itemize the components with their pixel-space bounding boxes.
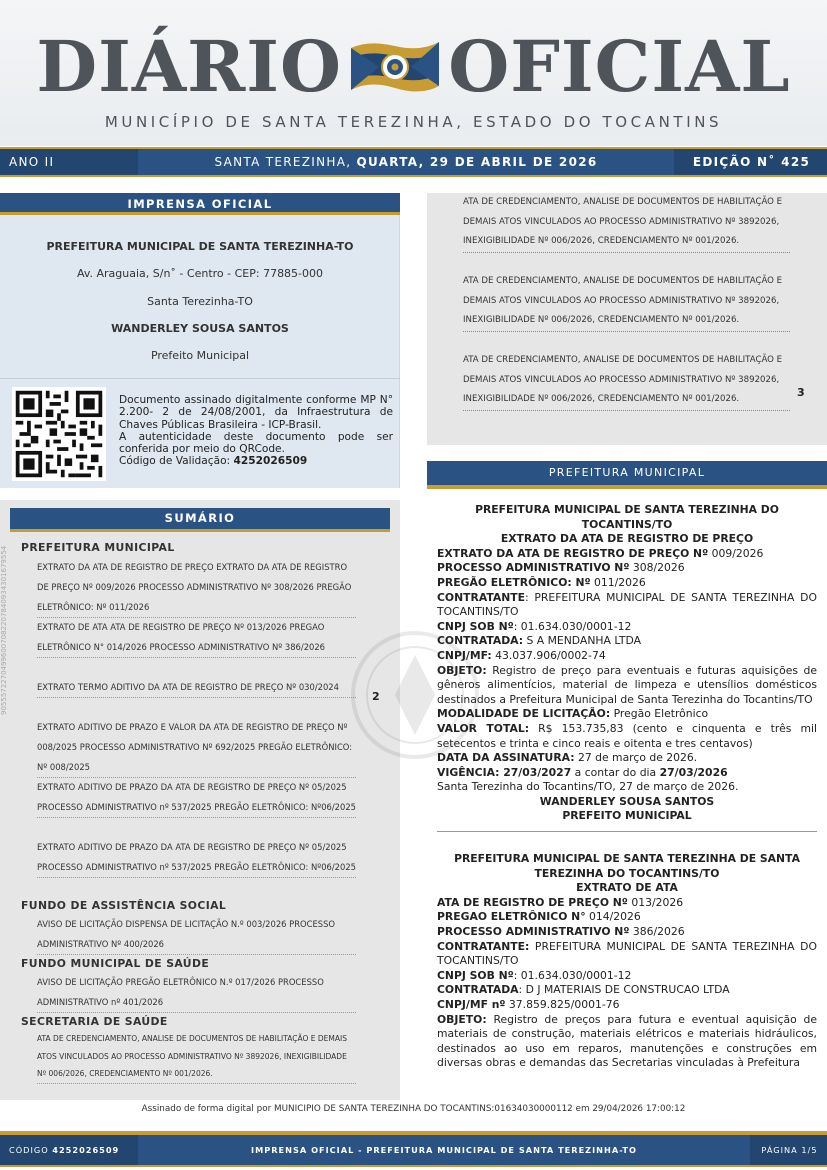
qr-code-icon[interactable] bbox=[12, 387, 106, 481]
index-continuation bbox=[427, 193, 827, 445]
signature-notice-line1: Documento assinado digitalmente conforme MP N° 2.200- 2 de 24/08/2001, da Infraestrutura de Chaves Públicas Brasileira - ICP-Brasil. bbox=[119, 394, 393, 431]
summary-category: FUNDO MUNICIPAL DE SAÚDE bbox=[21, 957, 210, 970]
date-label bbox=[138, 149, 674, 175]
doc1-place-date: Santa Terezinha do Tocantins/TO, 27 de março de 2026. bbox=[437, 780, 739, 794]
doc2-heading: PREFEITURA MUNICIPAL DE SANTA TEREZINHA DE SANTA TEREZINHA DO TOCANTINS/TO bbox=[454, 852, 800, 880]
doc2-field: ATA DE REGISTRO DE PREÇO Nº 013/2026 bbox=[437, 895, 684, 909]
city-name: SANTA TEREZINHA, bbox=[214, 155, 357, 169]
summary-page-number: 2 bbox=[372, 690, 380, 703]
masthead bbox=[0, 0, 827, 146]
doc1-field: VALOR TOTAL: R$ 153.735,83 (cento e cinquenta e três mil setecentos e trinta e cinco reais e oitenta e tres centavos) bbox=[437, 721, 817, 750]
summary-item[interactable]: EXTRATO DA ATA DE REGISTRO DE PREÇO EXTRATO DA ATA DE REGISTRO DE PREÇO Nº 009/2026 PROCESSO ADMINISTRATIVO Nº 308/2026 PREGÃO ELETRÔNICO: Nº 011/2026 bbox=[37, 557, 356, 618]
validation-code: 4252026509 bbox=[233, 455, 308, 468]
divider bbox=[0, 378, 400, 379]
doc1-signatory-title: PREFEITO MUNICIPAL bbox=[562, 809, 692, 823]
prefeitura-heading: PREFEITURA MUNICIPAL bbox=[427, 461, 827, 489]
title-right-word: OFICIAL bbox=[448, 25, 791, 108]
year-label: ANO II bbox=[9, 155, 55, 169]
summary-category: PREFEITURA MUNICIPAL bbox=[21, 541, 175, 554]
mayor-name: WANDERLEY SOUSA SANTOS bbox=[111, 322, 289, 335]
doc1-field: DATA DA ASSINATURA: 27 de março de 2026. bbox=[437, 751, 698, 765]
org-address: Av. Araguaia, S/n˚ - Centro - CEP: 77885-000 bbox=[76, 267, 324, 280]
index-page-number: 3 bbox=[797, 386, 805, 399]
doc1-field: CNPJ SOB Nº: 01.634.030/0001-12 bbox=[437, 619, 632, 633]
summary-category: FUNDO DE ASSISTÊNCIA SOCIAL bbox=[21, 899, 227, 912]
digital-signature-line: Assinado de forma digital por MUNICIPIO DE SANTA TEREZINHA DO TOCANTINS:01634030000112 em 29/04/2026 17:00:12 bbox=[141, 1104, 686, 1114]
doc2-field: PROCESSO ADMINISTRATIVO Nº 386/2026 bbox=[437, 925, 685, 939]
footer-title: IMPRENSA OFICIAL - PREFEITURA MUNICIPAL DE SANTA TEREZINHA-TO bbox=[138, 1135, 750, 1165]
doc2-field: CNPJ/MF nº 37.859.825/0001-76 bbox=[437, 998, 620, 1011]
footer-code: CÓDIGO 4252026509 bbox=[9, 1145, 120, 1155]
index-item[interactable]: ATA DE CREDENCIAMENTO, ANALISE DE DOCUMENTOS DE HABILITAÇÃO E DEMAIS ATOS VINCULADOS AO PROCESSO ADMINISTRATIVO Nº 3892026, INEXIGIBILIDADE Nº 006/2026, CREDENCIAMENTO Nº 001/2026. bbox=[463, 193, 790, 253]
doc1-field: VIGÊNCIA: 27/03/2027 a contar do dia 27/03/2026 bbox=[437, 765, 728, 779]
validation-label: Código de Validação: bbox=[119, 455, 234, 468]
document-separator bbox=[437, 831, 817, 832]
publication-content bbox=[437, 503, 817, 1071]
doc1-field: CONTRATADA: S A MENDANHA LTDA bbox=[437, 634, 641, 648]
org-name: PREFEITURA MUNICIPAL DE SANTA TEREZINHA-TO bbox=[46, 240, 354, 253]
doc2-field: PREGAO ELETRÔNICO N° 014/2026 bbox=[437, 910, 641, 924]
masthead-subtitle: MUNICÍPIO DE SANTA TEREZINHA, ESTADO DO TOCANTINS bbox=[104, 113, 723, 131]
mayor-title: Prefeito Municipal bbox=[150, 349, 250, 362]
summary-item[interactable]: AVISO DE LICITAÇÃO PREGÃO ELETRÔNICO N.º 017/2026 PROCESSO ADMINISTRATIVO nº 401/2026 bbox=[37, 972, 356, 1013]
summary-item[interactable]: EXTRATO ADITIVO DE PRAZO E VALOR DA ATA DE REGISTRO DE PREÇO Nº 008/2025 PROCESSO ADMINISTRATIVO Nº 692/2025 PREGÃO ELETRÔNICO: Nº 008/2025 bbox=[37, 717, 356, 778]
edition-number: EDIÇÃO N˚ 425 bbox=[676, 149, 827, 175]
edition-bar bbox=[0, 147, 827, 177]
masthead-title bbox=[0, 22, 827, 112]
doc1-field: PROCESSO ADMINISTRATIVO Nº 308/2026 bbox=[437, 561, 685, 575]
doc2-field: CONTRATANTE: PREFEITURA MUNICIPAL DE SANTA TEREZINHA DO TOCANTINS/TO bbox=[437, 939, 817, 968]
issue-date: QUARTA, 29 DE ABRIL DE 2026 bbox=[356, 155, 598, 169]
title-left-word: DIÁRIO bbox=[36, 25, 343, 108]
footer-bar bbox=[0, 1131, 827, 1167]
imprensa-heading: IMPRENSA OFICIAL bbox=[0, 193, 400, 215]
summary-item[interactable]: AVISO DE LICITAÇÃO DISPENSA DE LICITAÇÃO N.º 003/2026 PROCESSO ADMINISTRATIVO Nº 400/2026 bbox=[37, 914, 356, 955]
summary-panel bbox=[0, 500, 400, 1100]
summary-item[interactable]: ATA DE CREDENCIAMENTO, ANALISE DE DOCUMENTOS DE HABILITAÇÃO E DEMAIS ATOS VINCULADOS AO PROCESSO ADMINISTRATIVO Nº 3892026, INEXIGIBILIDADE Nº 006/2026, CREDENCIAMENTO Nº 001/2026. bbox=[37, 1030, 356, 1084]
doc1-field: MODALIDADE DE LICITAÇÃO: Pregão Eletrônico bbox=[437, 707, 709, 721]
page-number: PÁGINA 1/5 bbox=[761, 1145, 818, 1155]
org-city: Santa Terezinha-TO bbox=[147, 295, 253, 308]
doc1-signatory: WANDERLEY SOUSA SANTOS bbox=[539, 794, 715, 808]
index-item[interactable]: ATA DE CREDENCIAMENTO, ANALISE DE DOCUMENTOS DE HABILITAÇÃO E DEMAIS ATOS VINCULADOS AO PROCESSO ADMINISTRATIVO Nº 3892026, INEXIGIBILIDADE Nº 006/2026, CREDENCIAMENTO Nº 001/2026. bbox=[463, 272, 790, 332]
summary-category: SECRETARIA DE SAÚDE bbox=[21, 1015, 168, 1028]
qr-code-graphic bbox=[12, 387, 106, 481]
doc1-field: EXTRATO DA ATA DE REGISTRO DE PREÇO Nº 009/2026 bbox=[437, 546, 764, 560]
signature-notice-line2: A autenticidade deste documento pode ser conferida por meio do QRCode. bbox=[119, 430, 393, 456]
summary-item[interactable]: EXTRATO ADITIVO DE PRAZO DA ATA DE REGISTRO DE PREÇO Nº 05/2025 PROCESSO ADMINISTRATIVO nº 537/2025 PREGÃO ELETRÔNICO: Nº06/2025 bbox=[37, 837, 356, 878]
summary-item[interactable]: EXTRATO DE ATA ATA DE REGISTRO DE PREÇO Nº 013/2026 PREGAO ELETRÔNICO N° 014/2026 PROCESSO ADMINISTRATIVO Nº 386/2026 bbox=[37, 617, 356, 658]
doc1-subheading: EXTRATO DA ATA DE REGISTRO DE PREÇO bbox=[500, 532, 754, 546]
index-item[interactable]: ATA DE CREDENCIAMENTO, ANALISE DE DOCUMENTOS DE HABILITAÇÃO E DEMAIS ATOS VINCULADOS AO PROCESSO ADMINISTRATIVO Nº 3892026, INEXIGIBILIDADE Nº 006/2026, CREDENCIAMENTO Nº 001/2026. bbox=[463, 351, 790, 411]
doc2-field: OBJETO: Registro de preços para futura e eventual aquisição de materiais de construção, materiais elétricos e materiais hidráulicos, destinados ao uso em reparos, manutenções e construções em diversas obras e demandas das Secretarias vinculadas à Prefeitura bbox=[437, 1012, 817, 1070]
doc2-field: CONTRATADA: D J MATERIAIS DE CONSTRUCAO LTDA bbox=[437, 983, 730, 997]
doc2-field: CNPJ SOB Nº: 01.634.030/0001-12 bbox=[437, 968, 632, 982]
signature-notice bbox=[119, 394, 393, 468]
flag-emblem-icon bbox=[349, 36, 441, 98]
doc1-field: PREGÃO ELETRÔNICO: Nº 011/2026 bbox=[437, 575, 646, 589]
doc1-field: OBJETO: Registro de preço para eventuais e futuras aquisições de gêneros alimentícios, material de limpeza e utensílios domésticos destinados a Prefeitura Municipal de Santa Terezinha do Tocantins/TO bbox=[437, 663, 817, 706]
summary-heading: SUMÁRIO bbox=[10, 508, 390, 532]
doc1-field: CONTRATANTE: PREFEITURA MUNICIPAL DE SANTA TEREZINHA DO TOCANTINS/TO bbox=[437, 590, 817, 619]
validation-code-line bbox=[119, 455, 393, 467]
doc2-subheading: EXTRATO DE ATA bbox=[576, 881, 678, 895]
vertical-hash-code: 90555722704996007082207840934301679554 bbox=[0, 545, 8, 715]
summary-item[interactable]: EXTRATO ADITIVO DE PRAZO DA ATA DE REGISTRO DE PREÇO Nº 05/2025 PROCESSO ADMINISTRATIVO nº 537/2025 PREGÃO ELETRÔNICO: Nº06/2025 bbox=[37, 777, 356, 818]
doc1-heading: PREFEITURA MUNICIPAL DE SANTA TEREZINHA DO TOCANTINS/TO bbox=[475, 503, 779, 531]
doc1-field: CNPJ/MF: 43.037.906/0002-74 bbox=[437, 648, 606, 662]
summary-item[interactable]: EXTRATO TERMO ADITIVO DA ATA DE REGISTRO DE PREÇO Nº 030/2024 bbox=[37, 677, 356, 698]
